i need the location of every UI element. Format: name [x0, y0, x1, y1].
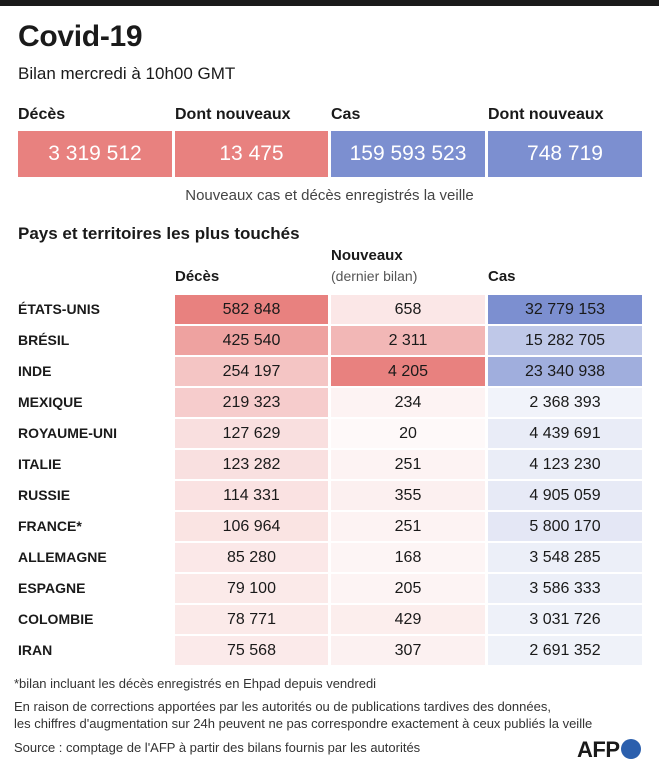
cell-nouveaux: 20 [331, 419, 485, 448]
row-label: ÉTATS-UNIS [18, 301, 100, 317]
cell-deces: 219 323 [175, 388, 328, 417]
row-label: FRANCE* [18, 518, 82, 534]
row-label: COLOMBIE [18, 611, 94, 627]
column-header-cas: Cas [488, 268, 516, 285]
column-header-deces: Décès [175, 268, 220, 285]
row-label: ITALIE [18, 456, 62, 472]
row-label: MEXIQUE [18, 394, 83, 410]
cell-deces: 127 629 [175, 419, 328, 448]
row-label: ALLEMAGNE [18, 549, 107, 565]
cell-deces: 106 964 [175, 512, 328, 541]
cell-nouveaux: 307 [331, 636, 485, 665]
column-subheader-nouveaux: (dernier bilan) [331, 268, 418, 284]
row-label: IRAN [18, 642, 53, 658]
kpi-label-cas-nouveaux: Dont nouveaux [488, 106, 604, 123]
cell-nouveaux: 251 [331, 512, 485, 541]
cell-cas: 23 340 938 [488, 357, 642, 386]
cell-cas: 15 282 705 [488, 326, 642, 355]
kpi-value-cas: 159 593 523 [331, 131, 485, 177]
row-label: RUSSIE [18, 487, 71, 503]
row-label: BRÉSIL [18, 332, 70, 348]
cell-cas: 2 368 393 [488, 388, 642, 417]
cell-nouveaux: 429 [331, 605, 485, 634]
cell-nouveaux: 658 [331, 295, 485, 324]
cell-cas: 3 031 726 [488, 605, 642, 634]
cell-deces: 425 540 [175, 326, 328, 355]
column-header-nouveaux: Nouveaux [331, 247, 403, 264]
cell-cas: 3 586 333 [488, 574, 642, 603]
kpi-note: Nouveaux cas et décès enregistrés la veille [185, 187, 474, 204]
kpi-value-deces-nouveaux: 13 475 [175, 131, 328, 177]
cell-nouveaux: 355 [331, 481, 485, 510]
cell-deces: 85 280 [175, 543, 328, 572]
afp-logo-dot [621, 739, 641, 759]
cell-cas: 4 905 059 [488, 481, 642, 510]
cell-cas: 3 548 285 [488, 543, 642, 572]
cell-deces: 114 331 [175, 481, 328, 510]
footnote-ehpad: *bilan incluant les décès enregistrés en Ehpad depuis vendredi [14, 676, 377, 691]
cell-deces: 78 771 [175, 605, 328, 634]
row-label: ESPAGNE [18, 580, 86, 596]
cell-deces: 582 848 [175, 295, 328, 324]
source-line: Source : comptage de l'AFP à partir des bilans fournis par les autorités [14, 740, 421, 755]
kpi-label-deces: Décès [18, 106, 66, 123]
cell-cas: 4 439 691 [488, 419, 642, 448]
cell-nouveaux: 234 [331, 388, 485, 417]
cell-cas: 2 691 352 [488, 636, 642, 665]
footnote-corrections-2: les chiffres d'augmentation sur 24h peuvent ne pas correspondre exactement à ceux publiés la veille [14, 716, 593, 731]
cell-nouveaux: 205 [331, 574, 485, 603]
afp-logo [577, 737, 641, 763]
page-title: Covid-19 [18, 20, 143, 53]
row-label: ROYAUME-UNI [18, 425, 118, 441]
cell-deces: 75 568 [175, 636, 328, 665]
kpi-label-deces-nouveaux: Dont nouveaux [175, 106, 291, 123]
cell-nouveaux: 168 [331, 543, 485, 572]
table-title: Pays et territoires les plus touchés [18, 224, 300, 243]
cell-nouveaux: 251 [331, 450, 485, 479]
cell-deces: 123 282 [175, 450, 328, 479]
kpi-value-cas-nouveaux: 748 719 [488, 131, 642, 177]
footnote-corrections-1: En raison de corrections apportées par les autorités ou de publications tardives des données, [14, 699, 551, 714]
kpi-label-cas: Cas [331, 106, 361, 123]
cell-cas: 32 779 153 [488, 295, 642, 324]
cell-nouveaux: 2 311 [331, 326, 485, 355]
cell-deces: 254 197 [175, 357, 328, 386]
cell-cas: 5 800 170 [488, 512, 642, 541]
cell-nouveaux: 4 205 [331, 357, 485, 386]
kpi-value-deces: 3 319 512 [18, 131, 172, 177]
page-subtitle: Bilan mercredi à 10h00 GMT [18, 64, 236, 83]
cell-cas: 4 123 230 [488, 450, 642, 479]
afp-logo-text: AFP [577, 737, 620, 762]
cell-deces: 79 100 [175, 574, 328, 603]
top-rule [0, 0, 659, 6]
row-label: INDE [18, 363, 52, 379]
